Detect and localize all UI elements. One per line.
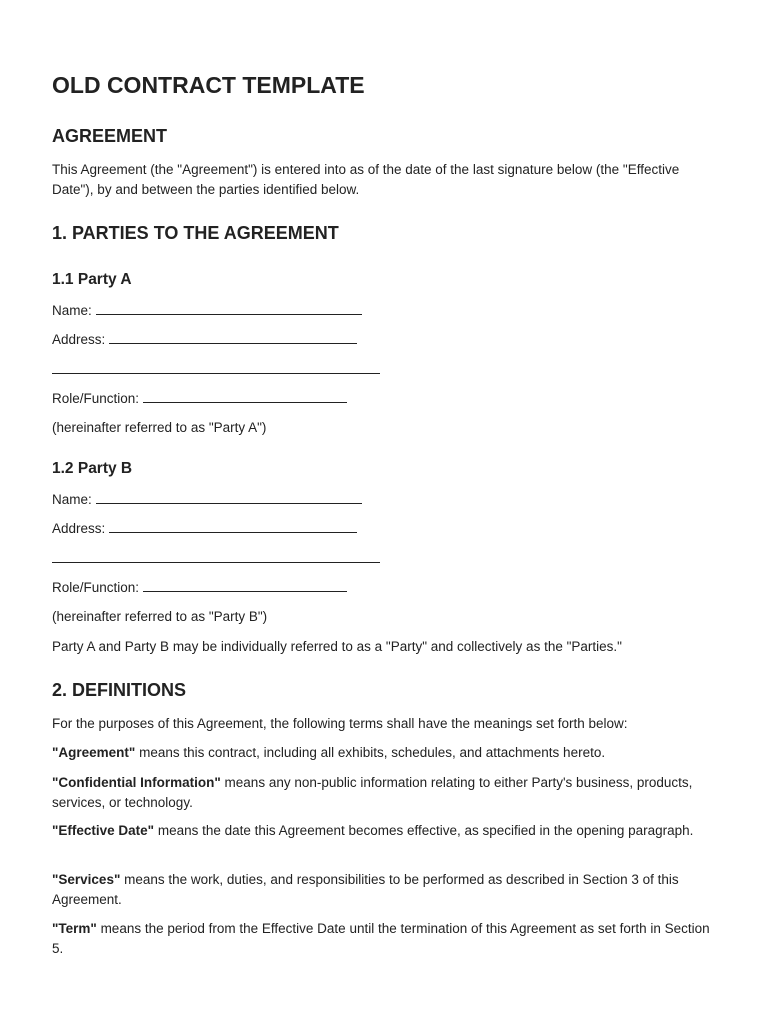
party-b-name-row (52, 490, 717, 510)
definition-term: "Effective Date" (52, 823, 155, 838)
party-b-heading: 1.2 Party B (52, 460, 133, 477)
definition-item (52, 773, 717, 812)
agreement-heading: AGREEMENT (52, 126, 168, 146)
party-a-address-field[interactable] (109, 331, 357, 344)
parties-heading: 1. PARTIES TO THE AGREEMENT (52, 223, 339, 243)
definition-term: "Confidential Information" (52, 775, 221, 790)
definitions-intro: For the purposes of this Agreement, the following terms shall have the meanings set forth below: (52, 716, 628, 731)
party-b-role-label: Role/Function: (52, 580, 140, 595)
party-b-name-field[interactable] (96, 491, 362, 504)
definition-term: "Agreement" (52, 745, 136, 760)
party-a-role-field[interactable] (143, 390, 347, 403)
party-b-address-field[interactable] (109, 520, 357, 533)
definition-item (52, 743, 717, 763)
party-b-role-row (52, 578, 717, 598)
definition-item (52, 919, 717, 958)
party-a-address-line2-row (52, 360, 717, 380)
party-b-address-line2-row (52, 549, 717, 569)
party-a-address-row (52, 330, 717, 350)
definition-term: "Services" (52, 872, 121, 887)
agreement-intro: This Agreement (the "Agreement") is entered into as of the date of the last signature below (the "Effective Date"), by and between the parties identified below. (52, 162, 680, 197)
definition-term: "Term" (52, 921, 97, 936)
party-a-name-field[interactable] (96, 302, 362, 315)
definition-text: means any non-public information relating to either Party's business, products, services, or technology. (52, 775, 693, 810)
definition-item (52, 821, 717, 841)
definition-text: means the date this Agreement becomes effective, as specified in the opening paragraph. (154, 823, 694, 838)
party-a-address-label: Address: (52, 332, 106, 347)
definition-text: means the work, duties, and responsibilities to be performed as described in Section 3 of this Agreement. (52, 872, 679, 907)
party-a-role-label: Role/Function: (52, 391, 140, 406)
party-a-heading: 1.1 Party A (52, 271, 132, 288)
definition-text: means this contract, including all exhibits, schedules, and attachments hereto. (135, 745, 606, 760)
party-b-role-field[interactable] (143, 579, 347, 592)
party-a-address-line2-field[interactable] (52, 361, 380, 374)
definition-item (52, 870, 717, 909)
definition-text: means the period from the Effective Date until the termination of this Agreement as set forth in Section 5. (52, 921, 710, 956)
party-a-name-row (52, 301, 717, 321)
party-b-address-label: Address: (52, 521, 106, 536)
party-b-address-line2-field[interactable] (52, 550, 380, 563)
party-b-address-row (52, 519, 717, 539)
party-b-referred: (hereinafter referred to as "Party B") (52, 609, 268, 624)
party-b-name-label: Name: (52, 492, 92, 507)
party-a-role-row (52, 389, 717, 409)
document-title: OLD CONTRACT TEMPLATE (52, 72, 365, 98)
party-a-name-label: Name: (52, 303, 92, 318)
party-a-referred: (hereinafter referred to as "Party A") (52, 420, 267, 435)
definitions-heading: 2. DEFINITIONS (52, 680, 187, 700)
parties-collective: Party A and Party B may be individually referred to as a "Party" and collectively as the "Parties." (52, 639, 622, 654)
